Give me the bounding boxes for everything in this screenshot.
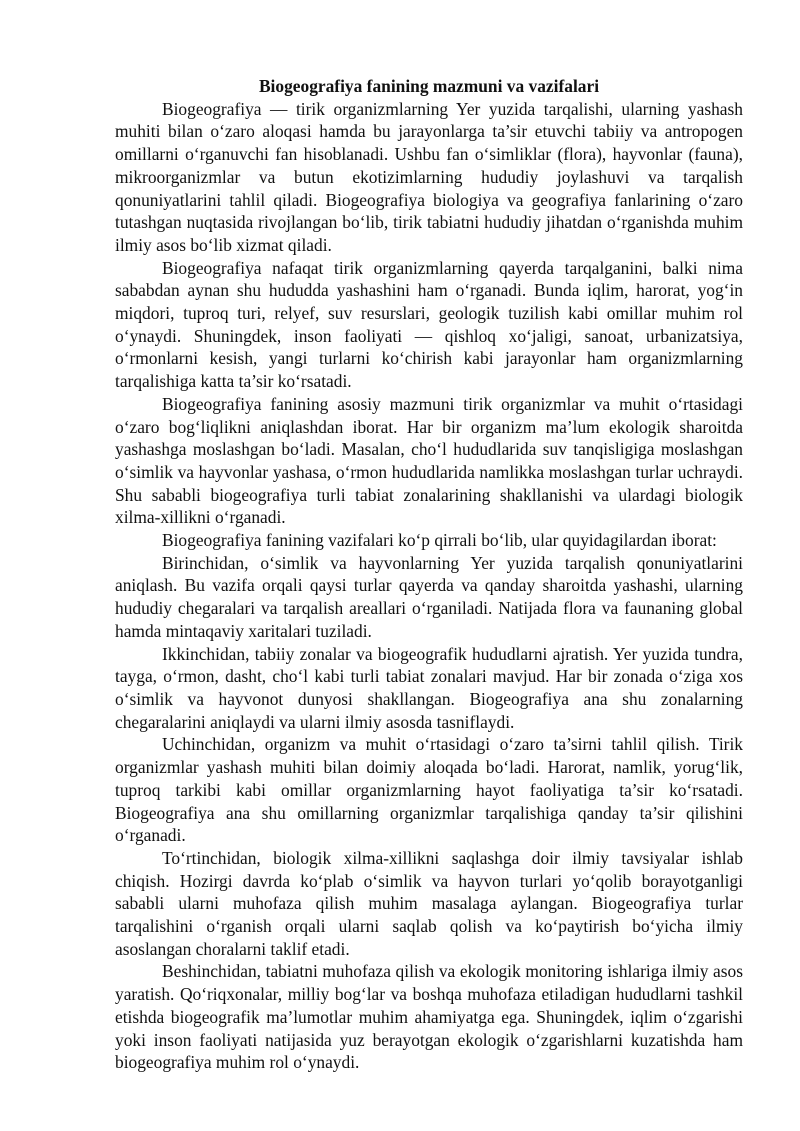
paragraph-main-content: Biogeografiya fanining asosiy mazmuni tirik organizmlar va muhit o‘rtasidagi o‘zaro bog‘liqlikni aniqlashdan iborat. Har bir organizm ma’lum ekologik sharoitda yashashga moslashgan bo‘ladi. Masalan, cho‘l hududlarida suv tanqisligiga moslashgan o‘simlik va hayvonlar yashasa, o‘rmon hududlarida namlikka moslashgan turlar uchraydi. Shu sababli biogeografiya turli tabiat zonalarining shakllanishi va ulardagi biologik xilma-xillikni o‘rganadi. <box>115 393 743 528</box>
paragraph-tasks-intro: Biogeografiya fanining vazifalari ko‘p qirrali bo‘lib, ular quyidagilardan iborat: <box>162 530 717 551</box>
paragraph-intro: Biogeografiya — tirik organizmlarning Yer yuzida tarqalishi, ularning yashash muhiti bilan o‘zaro aloqasi hamda bu jarayonlarga ta’sir etuvchi tabiiy va antropogen omillarni o‘rganuvchi fan hisoblanadi. Ushbu fan o‘simliklar (flora), hayvonlar (fauna), mikroorganizmlar va butun ekotizimlarning hududiy joylashuvi va tarqalish qonuniyatlarini tahlil qiladi. Biogeografiya biologiya va geografiya fanlarining o‘zaro tutashgan nuqtasida rivojlangan bo‘lib, tirik tabiatni hududiy jihatdan o‘rganishda muhim ilmiy asos bo‘lib xizmat qiladi. <box>115 98 743 255</box>
paragraph-task-third: Uchinchidan, organizm va muhit o‘rtasidagi o‘zaro ta’sirni tahlil qilish. Tirik organizmlar yashash muhiti bilan doimiy aloqada bo‘ladi. Harorat, namlik, yorug‘lik, tuproq tarkibi kabi omillar organizmlarning hayot faoliyatiga ta’sir ko‘rsatadi. Biogeografiya ana shu omillarning organizmlar tarqalishiga qanday ta’sir qilishini o‘rganadi. <box>115 734 743 846</box>
paragraph-task-second: Ikkinchidan, tabiiy zonalar va biogeografik hududlarni ajratish. Yer yuzida tundra, tayga, o‘rmon, dasht, cho‘l kabi turli tabiat zonalari mavjud. Har bir zonada o‘ziga xos o‘simlik va hayvonot dunyosi shakllangan. Biogeografiya ana shu zonalarning chegaralarini aniqlaydi va ularni ilmiy asosda tasniflaydi. <box>115 643 743 732</box>
paragraph-task-fifth: Beshinchidan, tabiatni muhofaza qilish va ekologik monitoring ishlariga ilmiy asos yaratish. Qo‘riqxonalar, milliy bog‘lar va boshqa muhofaza etiladigan hududlarni tashkil etishda biogeografik ma’lumotlar muhim ahamiyatga ega. Shuningdek, iqlim o‘zgarishi yoki inson faoliyati natijasida yuz berayotgan ekologik o‘zgarishlarni kuzatishda ham biogeografiya muhim rol o‘ynaydi. <box>115 961 743 1073</box>
paragraph-task-fourth: To‘rtinchidan, biologik xilma-xillikni saqlashga doir ilmiy tavsiyalar ishlab chiqish. Hozirgi davrda ko‘plab o‘simlik va hayvon turlari yo‘qolib borayotganligi sababli ularni muhofaza qilish muhim masalaga aylangan. Biogeografiya turlar tarqalishini o‘rganish orqali ularni saqlab qolish va ko‘paytirish bo‘yicha ilmiy asoslangan choralarni taklif etadi. <box>115 847 743 959</box>
paragraph-task-first: Birinchidan, o‘simlik va hayvonlarning Yer yuzida tarqalish qonuniyatlarini aniqlash. Bu vazifa orqali qaysi turlar qayerda va qanday sharoitda yashashi, ularning hududiy chegaralari va tarqalish areallari o‘rganiladi. Natijada flora va faunaning global hamda mintaqaviy xaritalari tuziladi. <box>115 552 743 641</box>
paragraph-factors: Biogeografiya nafaqat tirik organizmlarning qayerda tarqalganini, balki nima sababdan aynan shu hududda yashashini ham o‘rganadi. Bunda iqlim, harorat, yog‘in miqdori, tuproq turi, relyef, suv resurslari, geologik tuzilish kabi omillar muhim rol o‘ynaydi. Shuningdek, inson faoliyati — qishloq xo‘jaligi, sanoat, urbanizatsiya, o‘rmonlarni kesish, yangi turlarni ko‘chirish kabi jarayonlar ham organizmlarning tarqalishiga katta ta’sir ko‘rsatadi. <box>115 257 743 392</box>
document-title: Biogeografiya fanining mazmuni va vazifalari <box>258 76 600 96</box>
